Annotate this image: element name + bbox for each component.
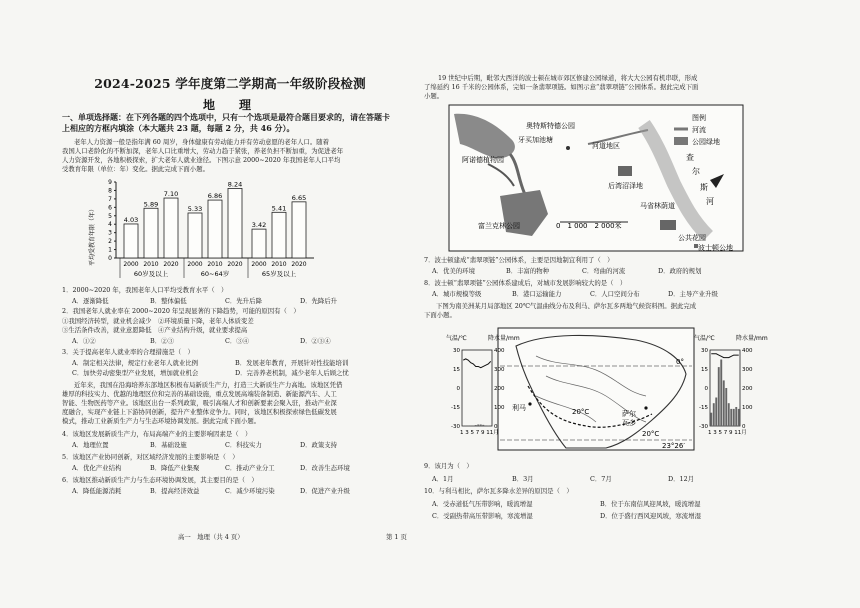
map-label: 阿诺德植物园 (462, 156, 504, 164)
map-label: 后湾沼泽地 (608, 182, 643, 190)
x-tick-label: 2020 (291, 261, 307, 268)
q8-option-a[interactable]: A．城市规模等级 (432, 290, 482, 298)
precip-tick-label: 300 (742, 367, 753, 373)
q1-option-c[interactable]: C．先升后降 (225, 297, 262, 305)
footer-page-number: 第 1 页 (386, 533, 407, 541)
lima-point (528, 402, 531, 405)
map-dot (566, 146, 570, 150)
q5-option-c[interactable]: C．推动产业分工 (225, 464, 275, 472)
bar-value-label: 3.42 (251, 221, 267, 230)
question-6-stem: 6．该地区推动新质生产力与生态环境协调发展，其主要目的是（ ） (62, 476, 258, 484)
bar (292, 202, 306, 258)
bar-value-label: 8.24 (227, 180, 243, 189)
q8-option-d[interactable]: D．主导产业升级 (668, 290, 718, 298)
chart-ylabel: 平均受教育年限（年） (89, 205, 96, 267)
intro4-line: 下面小题。 (424, 311, 456, 319)
x-tick-label: 2000 (123, 261, 139, 268)
q9-option-b[interactable]: B．3月 (512, 475, 534, 483)
bar-value-label: 5.89 (143, 200, 159, 209)
precip-tick-label: 100 (742, 405, 753, 411)
precip-tick-label: 300 (494, 367, 505, 373)
q5-option-a[interactable]: A．优化产业结构 (72, 464, 122, 472)
intro4-line: 下图为南美洲某月局部地区 20℃气温曲线分布及利马、萨尔瓦多两地气候资料图。据此完成 (436, 302, 697, 310)
intro3-line: 19 世纪中后期，毗邻大西洋的波士顿在城市郊区修建公园绿道，将大大公园有机串联，形成 (438, 74, 698, 82)
q4-option-b[interactable]: B．基础设施 (150, 441, 187, 449)
question-9-stem: 9．该月为（ ） (424, 462, 473, 470)
question-2-stem: 2．我国老年人就业率在 2000~2020 年呈现显著的下降趋势，可能的原因有（ ） (62, 307, 300, 315)
q6-option-b[interactable]: B．提高经济效益 (150, 487, 200, 495)
map-label: 马省林荫道 (640, 202, 675, 210)
map-label: 波士顿公地 (698, 244, 733, 252)
y-tick-label: 8 (108, 187, 112, 195)
map-label: 0° (676, 358, 684, 366)
intro1-line: 老年人力资源一般是指年满 60 周岁，身体健康有劳动能力并有劳动意愿的老年人口。随着 (74, 138, 330, 146)
q7-option-c[interactable]: C．弯曲的河流 (582, 267, 626, 275)
bar (188, 213, 202, 258)
q10-option-a[interactable]: A．受赤道低气压带影响，暖流增湿 (432, 500, 533, 508)
q9-option-d[interactable]: D．12月 (668, 475, 695, 483)
q9-option-c[interactable]: C．7月 (590, 475, 612, 483)
map-label: 奥特斯特德公园 (526, 122, 575, 130)
legend-park-swatch (674, 137, 688, 145)
precip-tick-label: 100 (494, 405, 505, 411)
group-label: 60岁及以上 (133, 270, 169, 278)
q6-option-a[interactable]: A．降低能源消耗 (72, 487, 122, 495)
x-tick-label: 2010 (207, 261, 223, 268)
bar (228, 188, 242, 258)
precip-tick-label: 200 (742, 386, 753, 392)
q10-option-c[interactable]: C．受副热带高压带影响，寒流增湿 (432, 512, 533, 520)
river-label: 查 (686, 153, 694, 162)
precip-bar (723, 380, 725, 426)
group-label: 60~64岁 (200, 270, 230, 278)
precip-tick-label: 0 (494, 424, 498, 430)
salvador-climate-chart (694, 334, 768, 436)
x-tick-label: 2000 (187, 261, 203, 268)
precip-bar (715, 398, 717, 427)
precip-tick-label: 400 (742, 348, 753, 354)
precip-bar (480, 424, 482, 426)
precip-bar (728, 403, 730, 426)
q1-option-a[interactable]: A．逐渐降低 (72, 297, 109, 305)
map-label: 23°26′ (662, 442, 685, 450)
education-bar-chart (88, 176, 338, 286)
q4-option-a[interactable]: A．地理位置 (72, 441, 109, 449)
temp-curve (711, 354, 739, 358)
q5-option-d[interactable]: D．改善生态环境 (300, 464, 350, 472)
q3-option-b[interactable]: B．发展老年教育，开展针对性技能培训 (235, 359, 349, 367)
y-tick-label: 5 (108, 212, 112, 220)
x-tick-label: 2010 (143, 261, 159, 268)
map-frame (498, 328, 694, 450)
precip-bar (720, 360, 722, 427)
q8-option-c[interactable]: C．人口空间分布 (590, 290, 640, 298)
question-7-stem: 7．波士顿建成“翡翠项链”公园体系，主要是因地制宜利用了（ ） (424, 256, 614, 264)
q8-option-b[interactable]: B．港口运输能力 (512, 290, 562, 298)
precip-bar (733, 409, 735, 426)
map-label: 富兰克林公园 (478, 222, 520, 230)
map-label: 瓦多 (622, 419, 636, 427)
question-10-stem: 10．与利马相比，萨尔瓦多降水差异的原因是（ ） (424, 487, 573, 495)
q4-option-c[interactable]: C．科技实力 (225, 441, 262, 449)
temp-tick-label: -15 (451, 405, 460, 411)
map-label: 河道地区 (592, 142, 620, 150)
footer-left: 高一 地理（共 4 页） (178, 533, 244, 541)
q2-line: ③生活条件改善，就业意愿降低 ④产业结构升级，就业要求提高 (62, 326, 248, 334)
legend-title: 图例 (692, 114, 706, 122)
q2-option-a[interactable]: A．①② (72, 337, 96, 345)
q7-option-d[interactable]: D．政府的规划 (658, 267, 702, 275)
x-tick-label: 2010 (271, 261, 287, 268)
precip-bar (725, 388, 727, 426)
temp-tick-label: 0 (456, 386, 460, 392)
climate-frame (462, 350, 492, 426)
precip-axis-label: 降水量/mm (736, 335, 768, 342)
legend-item: 公园绿地 (692, 138, 720, 146)
legend-item: 河流 (692, 126, 706, 134)
map-label: 公共花园 (678, 234, 706, 242)
y-tick-label: 2 (108, 238, 112, 246)
precip-bar (735, 407, 737, 426)
intro3-line: 小题。 (424, 92, 444, 100)
map-label: 利马 (512, 404, 526, 412)
intro3-line: 了绵延约 16 千米的公园体系，完如一条翡翠项链。如图示意“翡翠项链”公园体系。据此完成下面 (424, 83, 699, 91)
bar (144, 208, 158, 258)
month-axis-label: 1 3 5 7 9 11月 (708, 430, 747, 436)
question-3-stem: 3．关于提高老年人就业率的合理措施是（ ） (62, 348, 194, 356)
map-scale: 0 1 000 2 000米 (556, 222, 622, 230)
bar-value-label: 5.41 (271, 204, 287, 213)
precip-bar (730, 409, 732, 426)
map-label: 20°C (572, 408, 590, 416)
temp-tick-label: 30 (453, 348, 460, 354)
map-label: 牙买加池塘 (518, 136, 553, 144)
y-tick-label: 6 (108, 204, 112, 212)
question-8-stem: 8．波士顿“翡翠项链”公园体系建成后，对城市发展影响较大的是（ ） (424, 279, 627, 287)
temp-tick-label: 15 (453, 367, 460, 373)
precip-bar (475, 425, 477, 426)
precip-bar (713, 403, 715, 426)
bar (272, 212, 286, 258)
intro2-line: 模式，推动工业新质生产力与生态环境协调发展。据此完成下面小题。 (62, 417, 261, 425)
question-4-stem: 4．该地区发展新质生产力，布局高端产业的主要影响因素是（ ） (62, 430, 252, 438)
precip-tick-label: 200 (494, 386, 505, 392)
back-bay-shape (618, 166, 632, 176)
map-label: 20°C (642, 430, 660, 438)
bar (252, 229, 266, 258)
x-tick-label: 2000 (251, 261, 267, 268)
y-tick-label: 3 (108, 229, 112, 237)
river-label: 斯 (700, 183, 708, 192)
bar (164, 198, 178, 258)
q9-option-a[interactable]: A．1月 (432, 475, 454, 483)
intro1-line: 人力资源开发，各地积极探索，扩大老年人就业途径。下图示意 2000~2020 年我国老年人口平均 (62, 156, 341, 164)
bar-value-label: 5.33 (187, 204, 203, 213)
salvador-point (644, 406, 647, 409)
q5-option-b[interactable]: B．降低产业集聚 (150, 464, 200, 472)
q2-option-b[interactable]: B．②③ (150, 337, 174, 345)
intro2-line: 智能、生物医药等产业。该地区出台一系列政策，吸引高端人才和创新要素会聚入驻，推动产业深 (62, 399, 337, 407)
q7-option-a[interactable]: A．优美的环境 (432, 267, 475, 275)
q1-option-b[interactable]: B．整体偏低 (150, 297, 187, 305)
precip-tick-label: 0 (742, 424, 746, 430)
intro2-line: 雄厚的科技实力、优越的地理区位和完善的基础设施，重点发展高端装备制造、新能源汽车、人工 (62, 390, 337, 398)
y-tick-label: 7 (108, 195, 112, 203)
precip-bar (477, 424, 479, 426)
q3-option-c[interactable]: C．加快劳动密集型产业发展，增加就业机会 (72, 369, 199, 377)
exam-subject: 地 理 (202, 98, 257, 112)
y-tick-label: 9 (108, 179, 112, 186)
temp-tick-label: 30 (701, 348, 708, 354)
bar-value-label: 6.86 (207, 192, 223, 201)
intro2-line: 近年来，我国在沿海培养东部地区积极布局新质生产力，打造三大新质生产力高地。该地区凭借 (74, 381, 343, 389)
bar-value-label: 6.65 (291, 193, 307, 202)
month-axis-label: 1 3 5 7 9 11月 (460, 430, 499, 436)
question-1-stem: 1．2000~2020 年，我国老年人口平均受教育水平（ ） (62, 286, 228, 294)
question-5-stem: 5．该地区产业协同创新，对区域经济发展的主要影响是（ ） (62, 453, 239, 461)
temp-axis-label: 气温/℃ (446, 335, 467, 342)
q4-option-d[interactable]: D．政策支持 (300, 441, 338, 449)
y-tick-label: 4 (108, 221, 112, 229)
precip-axis-label: 降水量/mm (488, 335, 520, 342)
temp-curve (463, 359, 491, 368)
x-tick-label: 2020 (227, 261, 243, 268)
q7-option-b[interactable]: B．丰富的物种 (506, 267, 550, 275)
temp-tick-label: 15 (701, 367, 708, 373)
intro2-line: 度融合，实现产业链上下游协同创新，提升产业整体竞争力。同时，该地区积极探索绿色低碳发展 (62, 408, 337, 416)
public-garden-shape (660, 220, 676, 230)
q3-option-a[interactable]: A．制定相关法律，规定行业老年人就业比例 (72, 359, 199, 367)
temp-tick-label: -15 (699, 405, 708, 411)
temp-axis-label: 气温/℃ (694, 335, 715, 342)
precip-bar (738, 409, 740, 426)
temp-tick-label: 0 (704, 386, 708, 392)
q2-line: ①我国经济转型，就业机会减少 ②环境质量下降，老年人体质变差 (62, 317, 254, 325)
south-america-climate-map (446, 326, 768, 454)
temp-tick-label: -30 (451, 424, 460, 430)
x-tick-label: 2020 (163, 261, 179, 268)
q10-option-d[interactable]: D．位于盛行西风迎风坡，寒流增湿 (600, 512, 701, 520)
exam-title: 2024-2025 学年度第二学期高一年级阶段检测 (94, 76, 366, 91)
section-heading: 一、单项选择题：在下列各题的四个选项中，只有一个选项是最符合题目要求的，请在答题卡上相应的方框内填涂（本大题共 23 题，每题 2 分，共 46 分）。 (62, 112, 390, 133)
bar-value-label: 4.03 (123, 215, 139, 224)
y-tick-label: 1 (108, 246, 112, 254)
river-label: 河 (706, 197, 714, 206)
map-label: 萨尔 (622, 410, 636, 418)
bar-value-label: 7.10 (163, 190, 179, 199)
q3-option-d[interactable]: D．完善养老机制，减少老年人后顾之忧 (235, 369, 349, 377)
precip-bar (718, 367, 720, 426)
river-label: 尔 (692, 167, 700, 176)
q6-option-c[interactable]: C．减少环境污染 (225, 487, 275, 495)
intro1-line: 受教育年限（单位：年）变化。据此完成下面小题。 (62, 165, 209, 173)
emerald-necklace-map (448, 104, 744, 252)
temp-tick-label: -30 (699, 424, 708, 430)
bar (124, 224, 138, 258)
precip-bar (485, 425, 487, 426)
bar (208, 200, 222, 258)
q2-option-c[interactable]: C．③④ (225, 337, 250, 345)
precip-tick-label: 400 (494, 348, 505, 354)
group-label: 65岁及以上 (261, 270, 297, 278)
intro1-line: 我国人口老龄化的不断加深，老年人口比重增大，劳动力趋于紧张，养老负担不断加重，为促进老年 (62, 147, 344, 155)
q1-option-d[interactable]: D．先降后升 (300, 297, 338, 305)
q6-option-d[interactable]: D．促进产业升级 (300, 487, 350, 495)
precip-bar (482, 425, 484, 426)
q10-option-b[interactable]: B．位于东南信风迎风坡，暖流增湿 (600, 500, 701, 508)
q2-option-d[interactable]: D．②③④ (300, 337, 331, 345)
precip-bar (710, 413, 712, 426)
y-tick-label: 0 (108, 255, 112, 262)
